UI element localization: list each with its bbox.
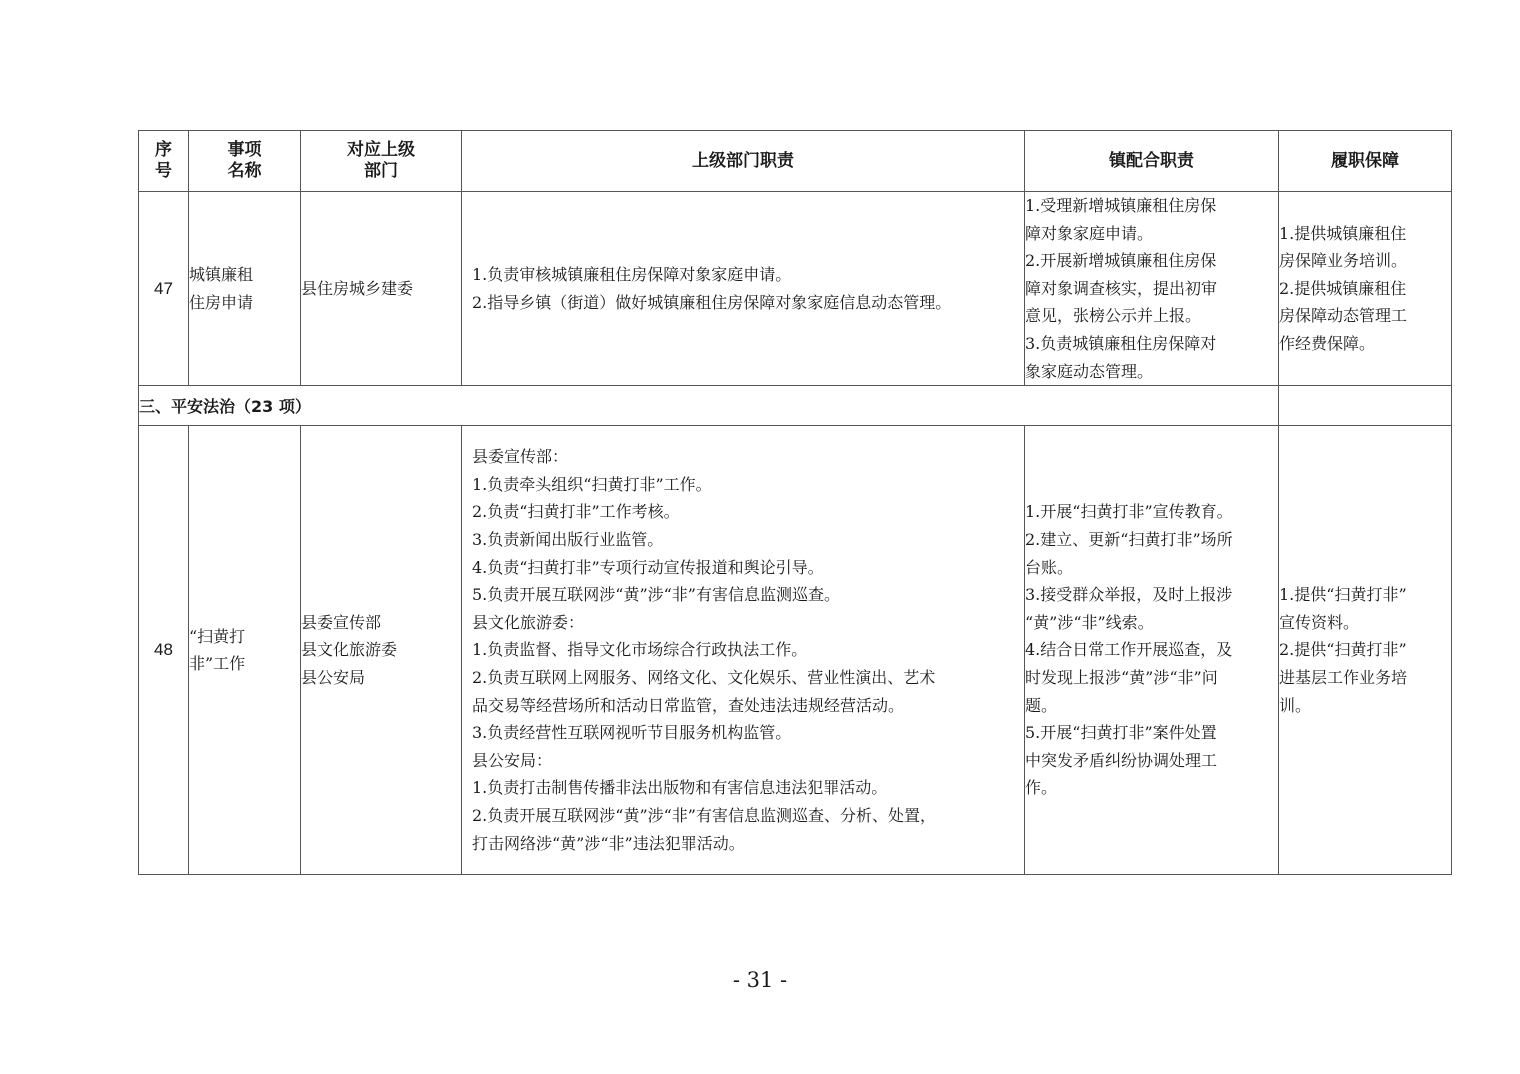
guarantee-line: 宣传资料。 xyxy=(1279,612,1360,632)
table-row-47 xyxy=(139,192,1452,386)
guarantee-line: 作经费保障。 xyxy=(1279,333,1376,353)
town-line: 中突发矛盾纠纷协调处理工 xyxy=(1025,750,1218,770)
page-number: - 31 - xyxy=(732,968,788,992)
section-empty-cell xyxy=(1279,386,1452,426)
duty-line: 3.负责经营性互联网视听节目服务机构监管。 xyxy=(472,723,792,743)
row-town-duty xyxy=(1025,426,1279,875)
guarantee-line: 2.提供城镇廉租住 xyxy=(1279,278,1407,298)
item-line: “扫黄打 xyxy=(189,626,246,646)
duty-line: 1.负责牵头组织“扫黄打非”工作。 xyxy=(472,474,712,494)
guarantee-line: 1.提供“扫黄打非” xyxy=(1279,585,1407,605)
town-line: 3.接受群众举报，及时上报涉 xyxy=(1025,585,1233,605)
town-line: 题。 xyxy=(1025,695,1058,715)
row-guarantee xyxy=(1279,192,1452,386)
town-line: 4.结合日常工作开展巡查，及 xyxy=(1025,640,1233,660)
duty-line: 2.负责开展互联网涉“黄”涉“非”有害信息监测巡查、分析、处置， xyxy=(472,805,936,825)
duty-line: 2.负责互联网上网服务、网络文化、文化娱乐、营业性演出、艺术 xyxy=(472,667,936,687)
duty-line: 4.负责“扫黄打非”专项行动宣传报道和舆论引导。 xyxy=(472,557,824,577)
dept-line: 县公安局 xyxy=(301,667,366,687)
row-dept xyxy=(301,192,462,386)
duty-line: 县委宣传部： xyxy=(472,447,569,467)
table-row-48 xyxy=(139,426,1452,875)
row-upper-duty xyxy=(462,192,1025,386)
item-line: 城镇廉租 xyxy=(189,264,254,284)
item-line: 住房申请 xyxy=(189,292,254,312)
header-item-line: 事项 xyxy=(227,140,262,160)
duty-line: 3.负责新闻出版行业监管。 xyxy=(472,529,664,549)
dept-line: 县委宣传部 xyxy=(301,612,382,632)
duty-line: 1.负责监督、指导文化市场综合行政执法工作。 xyxy=(472,640,808,660)
town-line: 台账。 xyxy=(1025,557,1074,577)
town-line: 1.受理新增城镇廉租住房保 xyxy=(1025,196,1217,215)
guarantee-line: 房保障动态管理工 xyxy=(1279,306,1408,326)
row-dept xyxy=(301,426,462,875)
guarantee-line: 1.提供城镇廉租住 xyxy=(1279,223,1407,243)
town-line: 意见，张榜公示并上报。 xyxy=(1025,306,1202,326)
header-dept-line: 部门 xyxy=(364,161,398,181)
item-line: 非”工作 xyxy=(189,654,246,674)
town-line: “黄”涉“非”线索。 xyxy=(1025,612,1154,632)
duty-line: 2.负责“扫黄打非”工作考核。 xyxy=(472,502,680,522)
guarantee-line: 2.提供“扫黄打非” xyxy=(1279,640,1407,660)
header-seq xyxy=(139,131,189,192)
town-line: 象家庭动态管理。 xyxy=(1025,361,1154,381)
town-line: 障对象家庭申请。 xyxy=(1025,223,1154,243)
header-item-line: 名称 xyxy=(227,161,262,181)
header-item xyxy=(189,131,301,192)
row-upper-duty xyxy=(462,426,1025,875)
header-seq-line: 号 xyxy=(155,161,172,181)
row-seq: 47 xyxy=(139,192,189,386)
section-title: 三、平安法治（23 项） xyxy=(139,386,1279,426)
duty-line: 县文化旅游委： xyxy=(472,612,585,632)
row-item-name xyxy=(189,192,301,386)
row-guarantee xyxy=(1279,426,1452,875)
header-guarantee: 履职保障 xyxy=(1279,131,1452,192)
section-row xyxy=(139,386,1452,426)
duty-line: 打击网络涉“黄”涉“非”违法犯罪活动。 xyxy=(472,833,745,853)
duty-table xyxy=(138,130,1452,875)
header-upper-duty: 上级部门职责 xyxy=(462,131,1025,192)
duty-line: 1.负责审核城镇廉租住房保障对象家庭申请。 xyxy=(472,264,792,284)
guarantee-line: 训。 xyxy=(1279,695,1312,715)
dept-line: 县住房城乡建委 xyxy=(301,278,414,298)
duty-line: 1.负责打击制售传播非法出版物和有害信息违法犯罪活动。 xyxy=(472,778,888,798)
town-line: 3.负责城镇廉租住房保障对 xyxy=(1025,333,1217,353)
town-line: 1.开展“扫黄打非”宣传教育。 xyxy=(1025,502,1233,522)
row-town-duty xyxy=(1025,192,1279,386)
town-line: 时发现上报涉“黄”涉“非”问 xyxy=(1025,667,1218,687)
town-line: 障对象调查核实，提出初审 xyxy=(1025,278,1218,298)
row-seq: 48 xyxy=(139,426,189,875)
town-line: 2.建立、更新“扫黄打非”场所 xyxy=(1025,529,1233,549)
header-seq-line: 序 xyxy=(155,140,172,160)
guarantee-line: 房保障业务培训。 xyxy=(1279,251,1408,271)
duty-line: 品交易等经营场所和活动日常监管，查处违法违规经营活动。 xyxy=(472,695,905,715)
duty-line: 县公安局： xyxy=(472,750,553,770)
header-town-duty: 镇配合职责 xyxy=(1025,131,1279,192)
row-item-name xyxy=(189,426,301,875)
guarantee-line: 进基层工作业务培 xyxy=(1279,667,1408,687)
town-line: 5.开展“扫黄打非”案件处置 xyxy=(1025,723,1217,743)
header-row xyxy=(139,131,1452,192)
town-line: 2.开展新增城镇廉租住房保 xyxy=(1025,251,1217,271)
town-line: 作。 xyxy=(1025,778,1058,798)
duty-line: 2.指导乡镇（街道）做好城镇廉租住房保障对象家庭信息动态管理。 xyxy=(472,292,952,312)
header-dept xyxy=(301,131,462,192)
dept-line: 县文化旅游委 xyxy=(301,640,398,660)
header-dept-line: 对应上级 xyxy=(347,140,415,160)
duty-line: 5.负责开展互联网涉“黄”涉“非”有害信息监测巡查。 xyxy=(472,585,840,605)
